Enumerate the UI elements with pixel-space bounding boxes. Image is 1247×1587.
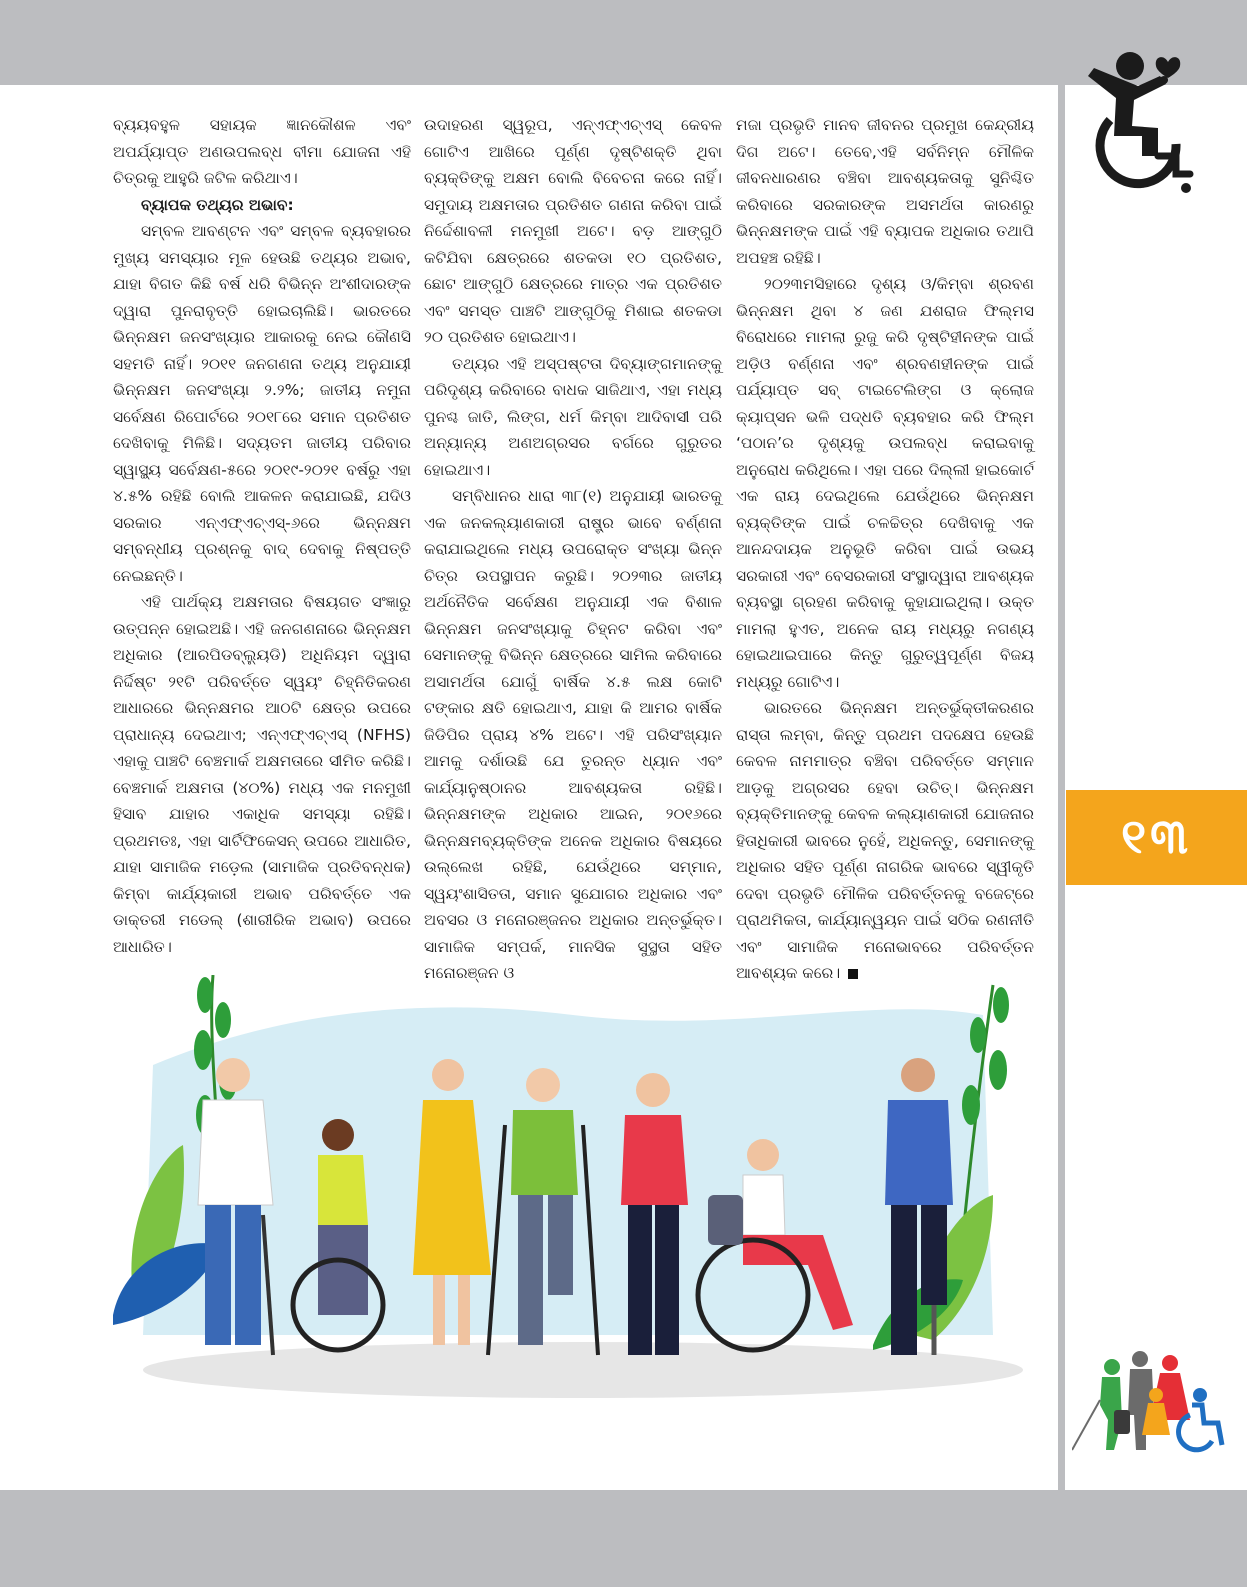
paragraph: ସମ୍ବିଧାନର ଧାରା ୩୮(୧) ଅନୁଯାୟୀ ଭାରତକୁ ଏକ ଜନକଲ୍ୟାଣକାରୀ ରାଷ୍ଟ୍ର ଭାବେ ବର୍ଣ୍ଣନା କରାଯାଇଥିଲେ ମଧ୍ୟ ଉପରୋକ୍ତ ସଂଖ୍ୟା ଭିନ୍ନ ଚିତ୍ର ଉପସ୍ଥାପନ କରୁଛି। ୨୦୨୩ର ଜାତୀୟ ଅର୍ଥନୈତିକ ସର୍ବେକ୍ଷଣ ଅନୁଯାୟୀ ଏକ ବିଶାଳ ଭିନ୍ନକ୍ଷମ ଜନସଂଖ୍ୟାକୁ ଚିହ୍ନଟ କରିବା ଏବଂ ସେମାନଙ୍କୁ ବିଭିନ୍ନ କ୍ଷେତ୍ରରେ ସାମିଲ କରିବାରେ ଅସାମର୍ଥତା ଯୋଗୁଁ ବାର୍ଷିକ ୪.୫ ଲକ୍ଷ କୋଟି ଟଙ୍କାର କ୍ଷତି ହୋଇଥାଏ, ଯାହା କି ଆମର ବାର୍ଷିକ ଜିଡିପିର ପ୍ରାୟ ୪% ଅଟେ। ଏହି ପରିସଂଖ୍ୟାନ ଆମକୁ ଦର୍ଶାଉଛି ଯେ ତୁରନ୍ତ ଧ୍ୟାନ ଏବଂ କାର୍ଯ୍ୟାନୁଷ୍ଠାନର ଆବଶ୍ୟକତା ରହିଛି। ଭିନ୍ନକ୍ଷମଙ୍କ ଅଧିକାର ଆଇନ, ୨୦୧୬ରେ ଭିନ୍ନକ୍ଷମବ୍ୟକ୍ତିଙ୍କ ଅନେକ ଅଧିକାର ବିଷୟରେ ଉଲ୍ଲେଖ ରହିଛି, ଯେଉଁଥିରେ ସମ୍ମାନ, ସ୍ୱୟଂଶାସିତତା, ସମାନ ସୁଯୋଗର ଅଧିକାର ଏବଂ ଅବସର ଓ ମନୋରଞ୍ଜନର ଅଧିକାର ଅନ୍ତର୍ଭୁକ୍ତ। ସାମାଜିକ ସମ୍ପର୍କ, ମାନସିକ ସୁସ୍ଥତା ସହିତ ମନୋରଞ୍ଜନ ଓ (424, 487, 722, 982)
page-number-box (1066, 790, 1247, 885)
paragraph (736, 695, 1034, 987)
wheelchair-user-icon (1080, 48, 1208, 198)
paragraph: ତଥ୍ୟର ଏହି ଅସ୍ପଷ୍ଟତା ଦିବ୍ୟାଙ୍ଗମାନଙ୍କୁ ପରିଦୃଶ୍ୟ କରିବାରେ ବାଧକ ସାଜିଥାଏ, ଏହା ମଧ୍ୟ ପୁନଶ୍ଚ ଜାତି, ଲିଙ୍ଗ, ଧର୍ମ କିମ୍ବା ଆଦିବାସୀ ପରି ଅନ୍ୟାନ୍ୟ ଅଣଅଗ୍ରସର ବର୍ଗରେ ଗୁରୁତର ହୋଇଥାଏ। (424, 354, 722, 479)
inclusive-people-icon (1072, 1345, 1232, 1455)
text-column-2 (424, 112, 722, 987)
section-heading: ବ୍ୟାପକ ତଥ୍ୟର ଅଭାବ: (141, 195, 294, 214)
paragraph: ଏହି ପାର୍ଥକ୍ୟ ଅକ୍ଷମତାର ବିଷୟଗତ ସଂଜ୍ଞାରୁ ଉତ୍ପନ୍ନ ହୋଇଅଛି। ଏହି ଜନଗଣନାରେ ଭିନ୍ନକ୍ଷମ ଅଧିକାର (ଆରପିଡବ୍ଲ୍ୟୁଡି) ଅଧିନିୟମ ଦ୍ୱାରା ନିର୍ଦ୍ଦିଷ୍ଟ ୨୧ଟି ପରିବର୍ତ୍ତେ ସ୍ୱୟଂ ଚିହ୍ନିତିକରଣ ଆଧାରରେ ଭିନ୍ନକ୍ଷମର ଆଠଟି କ୍ଷେତ୍ର ଉପରେ ପ୍ରାଧାନ୍ୟ ଦେଇଥାଏ; ଏନ୍ଏଫ୍ଏଚ୍ଏସ୍ (NFHS) ଏହାକୁ ପାଞ୍ଚଟି ବେଞ୍ଚମାର୍କ ଅକ୍ଷମତାରେ ସୀମିତ କରିଛି। ବେଞ୍ଚମାର୍କ ଅକ୍ଷମତା (୪୦%) ମଧ୍ୟ ଏକ ମନମୁଖୀ ହିସାବ ଯାହାର ଏକାଧିକ ସମସ୍ୟା ରହିଛି। ପ୍ରଥମତଃ, ଏହା ସାର୍ଟିଫିକେସନ୍ ଉପରେ ଆଧାରିତ, ଯାହା ସାମାଜିକ ମଡ଼େଲ (ସାମାଜିକ ପ୍ରତିବନ୍ଧକ) କିମ୍ବା କାର୍ଯ୍ୟକାରୀ ଅଭାବ ପରିବର୍ତ୍ତେ ଏକ ଡାକ୍ତରୀ ମଡେଲ୍ (ଶାରୀରିକ ଅଭାବ) ଉପରେ ଆଧାରିତ। (113, 593, 411, 956)
page-number: ୧୩ (1121, 809, 1192, 865)
paragraph: ୨୦୨୩ମସିହାରେ ଦୃଶ୍ୟ ଓ/କିମ୍ବା ଶ୍ରବଣ ଭିନ୍ନକ୍ଷମ ଥିବା ୪ ଜଣ ଯଶରାଜ ଫିଲ୍ମସ ବିରୋଧରେ ମାମଲା ରୁଜୁ କରି ଦୃଷ୍ଟିହୀନଙ୍କ ପାଇଁ ଅଡ଼ିଓ ବର୍ଣ୍ଣନା ଏବଂ ଶ୍ରବଣହୀନଙ୍କ ପାଇଁ ପର୍ଯ୍ୟାପ୍ତ ସବ୍ ଟାଇଟେଲିଙ୍ଗ ଓ କ୍ଲୋଜ କ୍ୟାପ୍ସନ ଭଳି ପଦ୍ଧତି ବ୍ୟବହାର କରି ଫିଲ୍ମ ‘ପଠାନ’ର ଦୃଶ୍ୟକୁ ଉପଲବ୍ଧ କରାଇବାକୁ ଅନୁରୋଧ କରିଥିଲେ। ଏହା ପରେ ଦିଲ୍ଲୀ ହାଇକୋର୍ଟ ଏକ ରାୟ ଦେଇଥିଲେ ଯେଉଁଥିରେ ଭିନ୍ନକ୍ଷମ ବ୍ୟକ୍ତିଙ୍କ ପାଇଁ ଚଳଚ୍ଚିତ୍ର ଦେଖିବାକୁ ଏକ ଆନନ୍ଦଦାୟକ ଅନୁଭୂତି କରିବା ପାଇଁ ଉଭୟ ସରକାରୀ ଏବଂ ବେସରକାରୀ ସଂସ୍ଥାଦ୍ୱାରା ଆବଶ୍ୟକ ବ୍ୟବସ୍ଥା ଗ୍ରହଣ କରିବାକୁ କୁହାଯାଇଥିଲା। ଉକ୍ତ ମାମଲା ହୁଏତ, ଅନେକ ରାୟ ମଧ୍ୟରୁ ନଗଣ୍ୟ ହୋଇଥାଇପାରେ କିନ୍ତୁ ଗୁରୁତ୍ୱପୂର୍ଣ୍ଣ ବିଜୟ ମଧ୍ୟରୁ ଗୋଟିଏ। (736, 275, 1034, 691)
paragraph: ମଜା ପ୍ରଭୃତି ମାନବ ଜୀବନର ପ୍ରମୁଖ କେନ୍ଦ୍ରୀୟ ଦିଗ ଅଟେ। ତେବେ,ଏହି ସର୍ବନିମ୍ନ ମୌଳିକ ଜୀବନଧାରଣର ବଞ୍ଚିବା ଆବଶ୍ୟକତାକୁ ସୁନିଶ୍ଚିତ କରିବାରେ ସରକାରଙ୍କ ଅସମର୍ଥତା କାରଣରୁ ଭିନ୍ନକ୍ଷମଙ୍କ ପାଇଁ ଏହି ବ୍ୟାପକ ଅଧିକାର ତଥାପି ଅପହଞ୍ଚ ରହିଛି। (736, 116, 1034, 267)
side-divider-rule (1058, 85, 1065, 1490)
text-column-1 (113, 112, 411, 960)
bottom-footer-band (0, 1490, 1247, 1587)
paragraph: ଉଦାହରଣ ସ୍ୱରୂପ, ଏନ୍ଏଫ୍ଏଚ୍ଏସ୍ କେବଳ ଗୋଟିଏ ଆଖିରେ ପୂର୍ଣ୍ଣ ଦୃଷ୍ଟିଶକ୍ତି ଥିବା ବ୍ୟକ୍ତିଙ୍କୁ ଅକ୍ଷମ ବୋଲି ବିବେଚନା କରେ ନାହିଁ। ସମୁଦାୟ ଅକ୍ଷମତାର ପ୍ରତିଶତ ଗଣନା କରିବା ପାଇଁ ନିର୍ଦ୍ଦେଶାବଳୀ ମନମୁଖୀ ଅଟେ। ବଡ଼ ଆଙ୍ଗୁଠି କଟିଯିବା କ୍ଷେତ୍ରରେ ଶତକଡା ୧୦ ପ୍ରତିଶତ, ଛୋଟ ଆଙ୍ଗୁଠି କ୍ଷେତ୍ରରେ ମାତ୍ର ଏକ ପ୍ରତିଶତ ଏବଂ ସମସ୍ତ ପାଞ୍ଚଟି ଆଙ୍ଗୁଠିକୁ ମିଶାଇ ଶତକଡା ୨୦ ପ୍ରତିଶତ ହୋଇଥାଏ। (424, 116, 722, 346)
top-header-band (0, 0, 1247, 85)
paragraph-text: ଭାରତରେ ଭିନ୍ନକ୍ଷମ ଅନ୍ତର୍ଭୁକ୍ତୀକରଣର ରାସ୍ତା ଲମ୍ବା, କିନ୍ତୁ ପ୍ରଥମ ପଦକ୍ଷେପ ହେଉଛି କେବଳ ନାମମାତ୍ର ବଞ୍ଚିବା ପରିବର୍ତ୍ତେ ସମ୍ମାନ ଆଡ଼କୁ ଅଗ୍ରସର ହେବା ଉଚିତ୍। ଭିନ୍ନକ୍ଷମ ବ୍ୟକ୍ତିମାନଙ୍କୁ କେବଳ କଲ୍ୟାଣକାରୀ ଯୋଜନାର ହିତାଧିକାରୀ ଭାବରେ ନୁହେଁ, ଅଧିକନ୍ତୁ, ସେମାନଙ୍କୁ ଅଧିକାର ସହିତ ପୂର୍ଣ୍ଣ ନାଗରିକ ଭାବରେ ସ୍ୱୀକୃତି ଦେବା ପ୍ରଭୃତି ମୌଳିକ ପରିବର୍ତ୍ତନକୁ ବଜେଟ୍‌ରେ ପ୍ରାଥମିକତା, କାର୍ଯ୍ୟାନ୍ୱୟନ ପାଇଁ ସଠିକ ରଣନୀତି ଏବଂ ସାମାଜିକ ମନୋଭାବରେ ପରିବର୍ତ୍ତନ ଆବଶ୍ୟକ କରେ। (736, 699, 1034, 982)
inclusion-illustration (113, 975, 1023, 1420)
paragraph: ସମ୍ବଳ ଆବଣ୍ଟନ ଏବଂ ସମ୍ବଳ ବ୍ୟବହାରର ମୁଖ୍ୟ ସମସ୍ୟାର ମୂଳ ହେଉଛି ତଥ୍ୟର ଅଭାବ, ଯାହା ବିଗତ କିଛି ବର୍ଷ ଧରି ବିଭିନ୍ନ ଅଂଶୀଦାରଙ୍କ ଦ୍ୱାରା ପୁନରାବୃତ୍ତି ହୋଇଚାଲିଛି। ଭାରତରେ ଭିନ୍ନକ୍ଷମ ଜନସଂଖ୍ୟାର ଆକାରକୁ ନେଇ କୌଣସି ସହମତି ନାହିଁ। ୨୦୧୧ ଜନଗଣନା ତଥ୍ୟ ଅନୁଯାୟୀ ଭିନ୍ନକ୍ଷମ ଜନସଂଖ୍ୟା ୨.୨%; ଜାତୀୟ ନମୁନା ସର୍ବେକ୍ଷଣ ରିପୋର୍ଟରେ ୨୦୧୮ରେ ସମାନ ପ୍ରତିଶତ ଦେଖିବାକୁ ମିଳିଛି। ସଦ୍ୟତମ ଜାତୀୟ ପରିବାର ସ୍ୱାସ୍ଥ୍ୟ ସର୍ବେକ୍ଷଣ-୫ରେ ୨୦୧୯-୨୦୨୧ ବର୍ଷରୁ ଏହା ୪.୫% ରହିଛି ବୋଲି ଆକଳନ କରାଯାଇଛି, ଯଦିଓ ସରକାର ଏନ୍ଏଫ୍ଏଚ୍ଏସ୍-୬ରେ ଭିନ୍ନକ୍ଷମ ସମ୍ବନ୍ଧୀୟ ପ୍ରଶ୍ନକୁ ବାଦ୍ ଦେବାକୁ ନିଷ୍ପତ୍ତି ନେଇଛନ୍ତି। (113, 222, 411, 585)
text-column-3 (736, 112, 1034, 987)
paragraph: ବ୍ୟୟବହୁଳ ସହାୟକ ଜ୍ଞାନକୌଶଳ ଏବଂ ଅପର୍ଯ୍ୟାପ୍ତ ଅଣଉପଲବ୍ଧ ବୀମା ଯୋଜନା ଏହି ଚିତ୍ରକୁ ଆହୁରି ଜଟିଳ କରିଥାଏ। (113, 116, 411, 187)
